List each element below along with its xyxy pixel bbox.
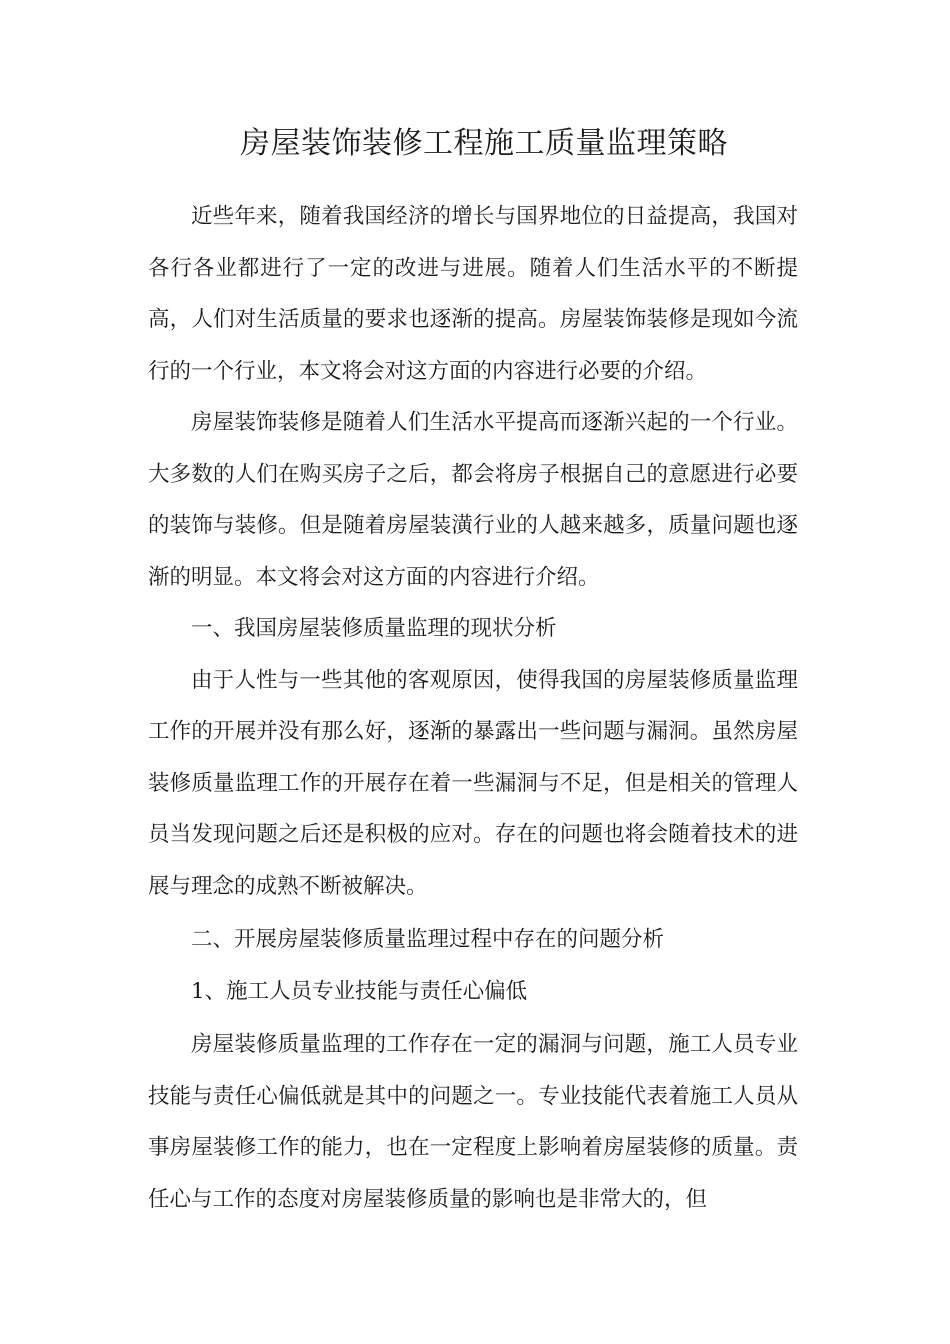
section-heading-1: 一、我国房屋装修质量监理的现状分析 (191, 616, 557, 641)
section-heading-2: 二、开展房屋装修质量监理过程中存在的问题分析 (191, 927, 665, 952)
paragraph-intro: 近些年来，随着我国经济的增长与国界地位的日益提高，我国对各行各业都进行了一定的改进与进展。随着人们生活水平的不断提高，人们对生活质量的要求也逐渐的提高。房屋装饰装修是现如今流行的一个行业，本文将会对这方面的内容进行必要的介绍。 (148, 204, 798, 384)
paragraph-workers-skill: 房屋装修质量监理的工作存在一定的漏洞与问题，施工人员专业技能与责任心偏低就是其中的问题之一。专业技能代表着施工人员从事房屋装修工作的能力，也在一定程度上影响着房屋装修的质量。责任心与工作的态度对房屋装修质量的影响也是非常大的，但 (148, 1032, 798, 1212)
paragraph-status-analysis: 由于人性与一些其他的客观原因，使得我国的房屋装修质量监理工作的开展并没有那么好，逐渐的暴露出一些问题与漏洞。虽然房屋装修质量监理工作的开展存在着一些漏洞与不足，但是相关的管理人员当发现问题之后还是积极的应对。存在的问题也将会随着技术的进展与理念的成熟不断被解决。 (148, 667, 798, 899)
paragraph-background: 房屋装饰装修是随着人们生活水平提高而逐渐兴起的一个行业。大多数的人们在购买房子之后，都会将房子根据自己的意愿进行必要的装饰与装修。但是随着房屋装潢行业的人越来越多，质量问题也逐渐的明显。本文将会对这方面的内容进行介绍。 (148, 410, 798, 590)
subsection-heading-1: 1、施工人员专业技能与责任心偏低 (191, 978, 528, 1004)
document-body (148, 191, 798, 1225)
document-title: 房屋装饰装修工程施工质量监理策略 (240, 126, 728, 161)
